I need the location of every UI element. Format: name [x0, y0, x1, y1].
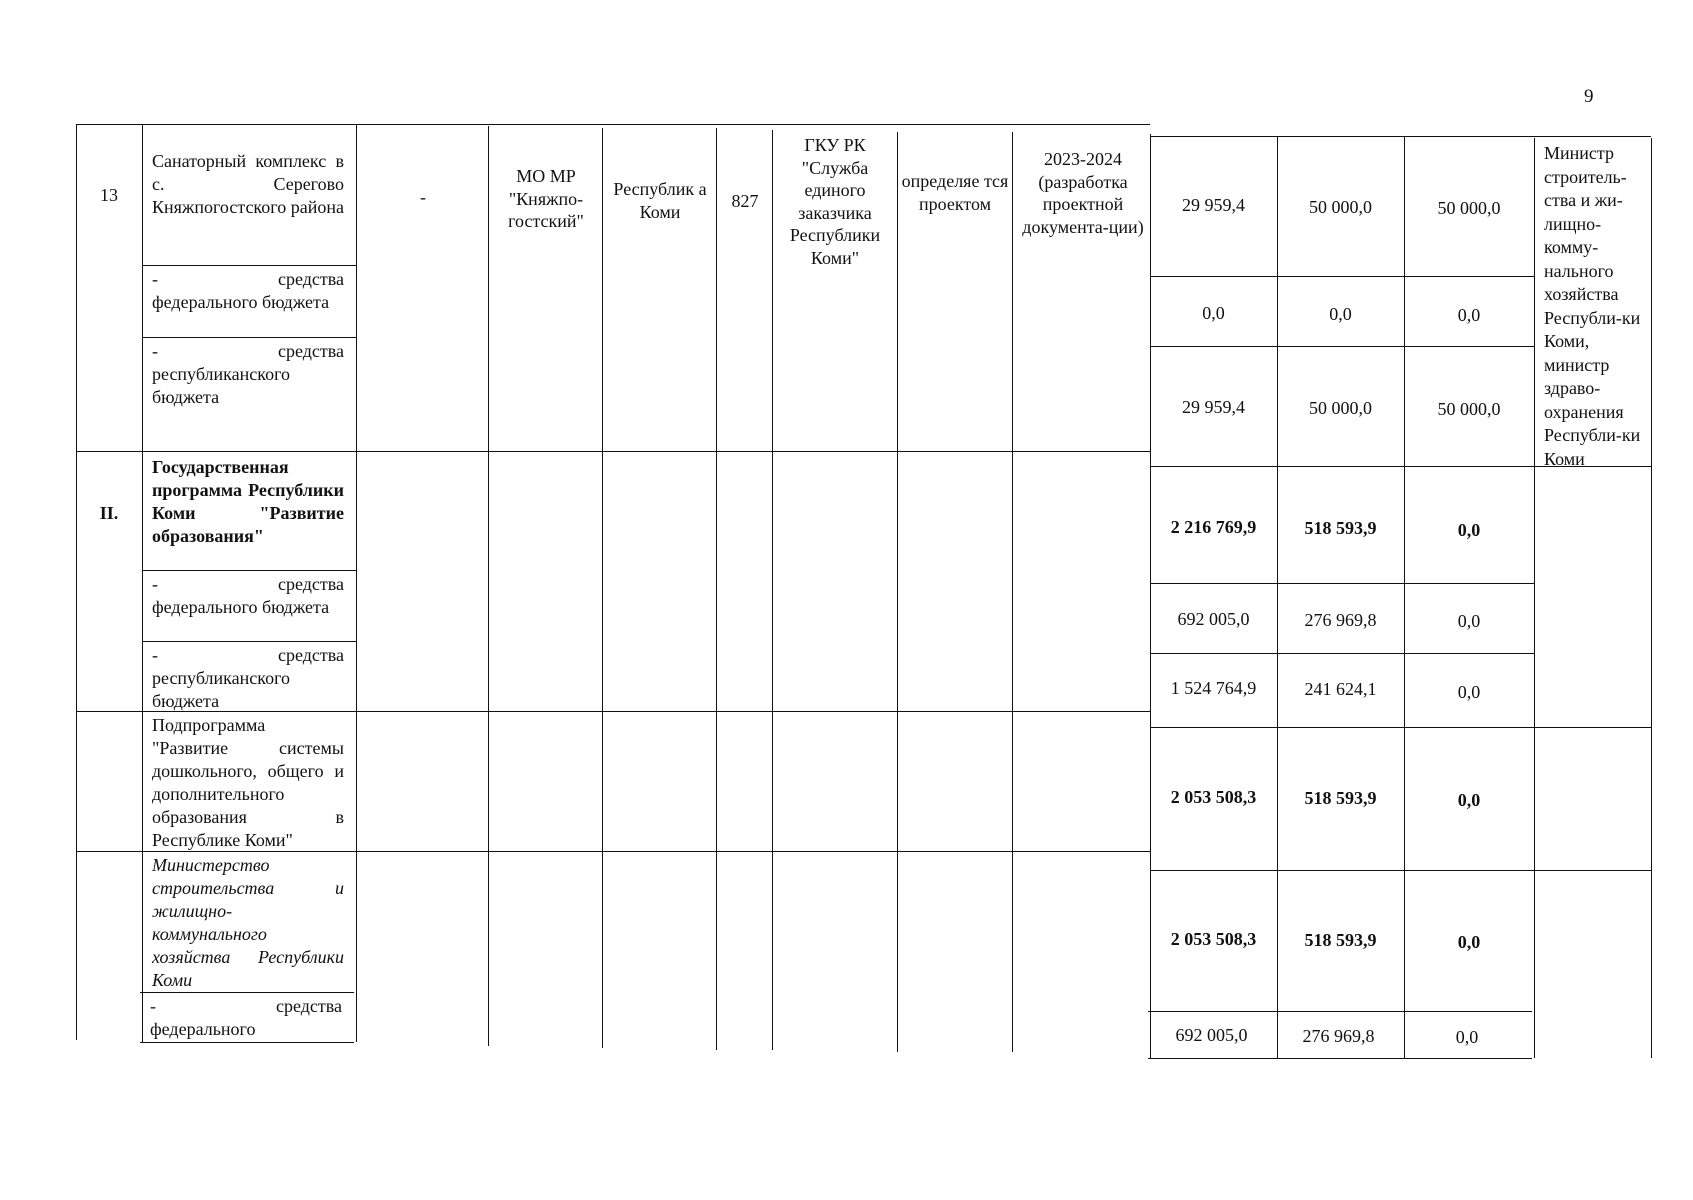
- label-dash: -: [150, 996, 156, 1016]
- responsible-executor: Министр строитель-ства и жи-лищно-комму-нального хозяйства Республи-ки Коми, министр здраво-охранения Республи-ки Коми: [1544, 143, 1641, 469]
- amount-cell: 50 000,0: [1437, 197, 1501, 218]
- col-border: [1150, 134, 1151, 1058]
- subprogram-name: Подпрограмма "Развитие системы дошкольного, общего и дополнительного образования в Республике Коми": [152, 715, 344, 850]
- amount-cell: 276 969,8: [1302, 1025, 1375, 1046]
- amount-cell: 0,0: [1455, 1026, 1479, 1047]
- col-border: [897, 132, 898, 1052]
- region: Республик а Коми: [613, 179, 707, 222]
- amount-cell: 1 524 764,9: [1170, 677, 1257, 698]
- col-border: [142, 124, 143, 1042]
- col-border: [356, 124, 357, 1042]
- amount-cell: 0,0: [1457, 519, 1481, 540]
- federal-budget-label: [152, 268, 344, 314]
- republic-budget-label: [152, 340, 344, 409]
- amount-cell: 0,0: [1202, 302, 1225, 323]
- row-number: 13: [100, 185, 118, 205]
- amount-cell: 692 005,0: [1175, 1024, 1248, 1045]
- amount-cell: 29 959,4: [1182, 194, 1245, 215]
- table-cut-bottom: [140, 1042, 354, 1043]
- label-dash: -: [152, 341, 158, 361]
- label-rest: республиканского бюджета: [152, 668, 290, 711]
- row-divider: [142, 265, 356, 266]
- row-divider: [1150, 583, 1534, 584]
- amount-cell: 2 053 508,3: [1170, 928, 1257, 949]
- republic-budget-label: [152, 644, 344, 713]
- row-divider: [1150, 870, 1651, 871]
- col-border: [602, 128, 603, 1048]
- amount-cell: 0,0: [1457, 610, 1481, 631]
- label-dash: -: [152, 645, 158, 665]
- federal-budget-label: [152, 573, 344, 619]
- col-border: [76, 124, 77, 1040]
- amount-cell: 692 005,0: [1177, 608, 1250, 629]
- table-border-top: [76, 124, 1150, 125]
- amount-cell: 2 216 769,9: [1170, 516, 1257, 537]
- label-rest: федерального бюджета: [152, 292, 330, 312]
- municipality: МО МР "Княжпо-гостский": [508, 166, 584, 231]
- amount-cell: 0,0: [1457, 304, 1481, 325]
- federal-budget-label: [150, 995, 342, 1041]
- label-word: средства: [275, 996, 342, 1016]
- row-divider: [1150, 653, 1534, 654]
- row-divider: [1150, 727, 1651, 728]
- amount-cell: 50 000,0: [1309, 196, 1372, 217]
- amount-cell: 50 000,0: [1309, 397, 1372, 418]
- amount-cell: 0,0: [1457, 681, 1481, 702]
- label-rest: республиканского бюджета: [152, 364, 290, 407]
- row-divider: [1148, 1011, 1532, 1012]
- amount-cell: 241 624,1: [1304, 678, 1377, 699]
- period: 2023-2024 (разработка проектной документа-ции): [1022, 149, 1144, 237]
- label-word: средства: [277, 269, 344, 289]
- customer: ГКУ РК "Служба единого заказчика Республики Коми": [789, 135, 881, 268]
- object-name: Санаторный комплекс в с. Серегово Княжпогостского района: [152, 151, 344, 217]
- row-divider: [140, 992, 354, 993]
- col-border: [1277, 136, 1278, 1058]
- amount-cell: 0,0: [1329, 303, 1352, 324]
- row-divider: [142, 337, 356, 338]
- label-word: средства: [277, 645, 344, 665]
- col-border: [1012, 132, 1013, 1052]
- amount-cell: 518 593,9: [1304, 517, 1377, 538]
- ministry-name: Министерство строительства и жилищно-коммунального хозяйства Республики Коми: [152, 855, 344, 990]
- code: 827: [731, 191, 759, 211]
- amount-cell: 518 593,9: [1304, 787, 1377, 808]
- amount-cell: 0,0: [1457, 931, 1481, 952]
- col-border: [716, 128, 717, 1050]
- label-rest: федерального бюджета: [152, 597, 330, 617]
- section-number: II.: [99, 503, 119, 523]
- col-border: [1534, 138, 1535, 1058]
- col-border: [1651, 138, 1652, 1058]
- amount-cell: 50 000,0: [1437, 398, 1501, 419]
- capacity: определяе тся проектом: [901, 171, 1009, 214]
- amount-cell: 518 593,9: [1304, 929, 1377, 950]
- row-divider: [142, 570, 356, 571]
- label-dash: -: [152, 269, 158, 289]
- page-number: 9: [1584, 86, 1594, 107]
- row-divider: [142, 641, 356, 642]
- col-border: [488, 126, 489, 1046]
- amount-cell: 2 053 508,3: [1170, 786, 1257, 807]
- program-name: Государственная программа Республики Коми "Развитие образования": [152, 457, 344, 546]
- amount-cell: 276 969,8: [1304, 609, 1377, 630]
- row-divider: [1150, 346, 1534, 347]
- col-border: [1404, 136, 1405, 1058]
- amount-cell: 0,0: [1457, 789, 1481, 810]
- code-dash: -: [420, 187, 426, 207]
- label-rest: федерального: [150, 1019, 256, 1039]
- label-dash: -: [152, 574, 158, 594]
- table-cut-bottom: [1148, 1058, 1532, 1059]
- row-divider: [76, 451, 1150, 452]
- table-border-top-right: [1150, 136, 1651, 137]
- label-word: средства: [277, 341, 344, 361]
- row-divider: [1150, 276, 1534, 277]
- col-border: [772, 130, 773, 1050]
- label-word: средства: [277, 574, 344, 594]
- amount-cell: 29 959,4: [1182, 396, 1245, 417]
